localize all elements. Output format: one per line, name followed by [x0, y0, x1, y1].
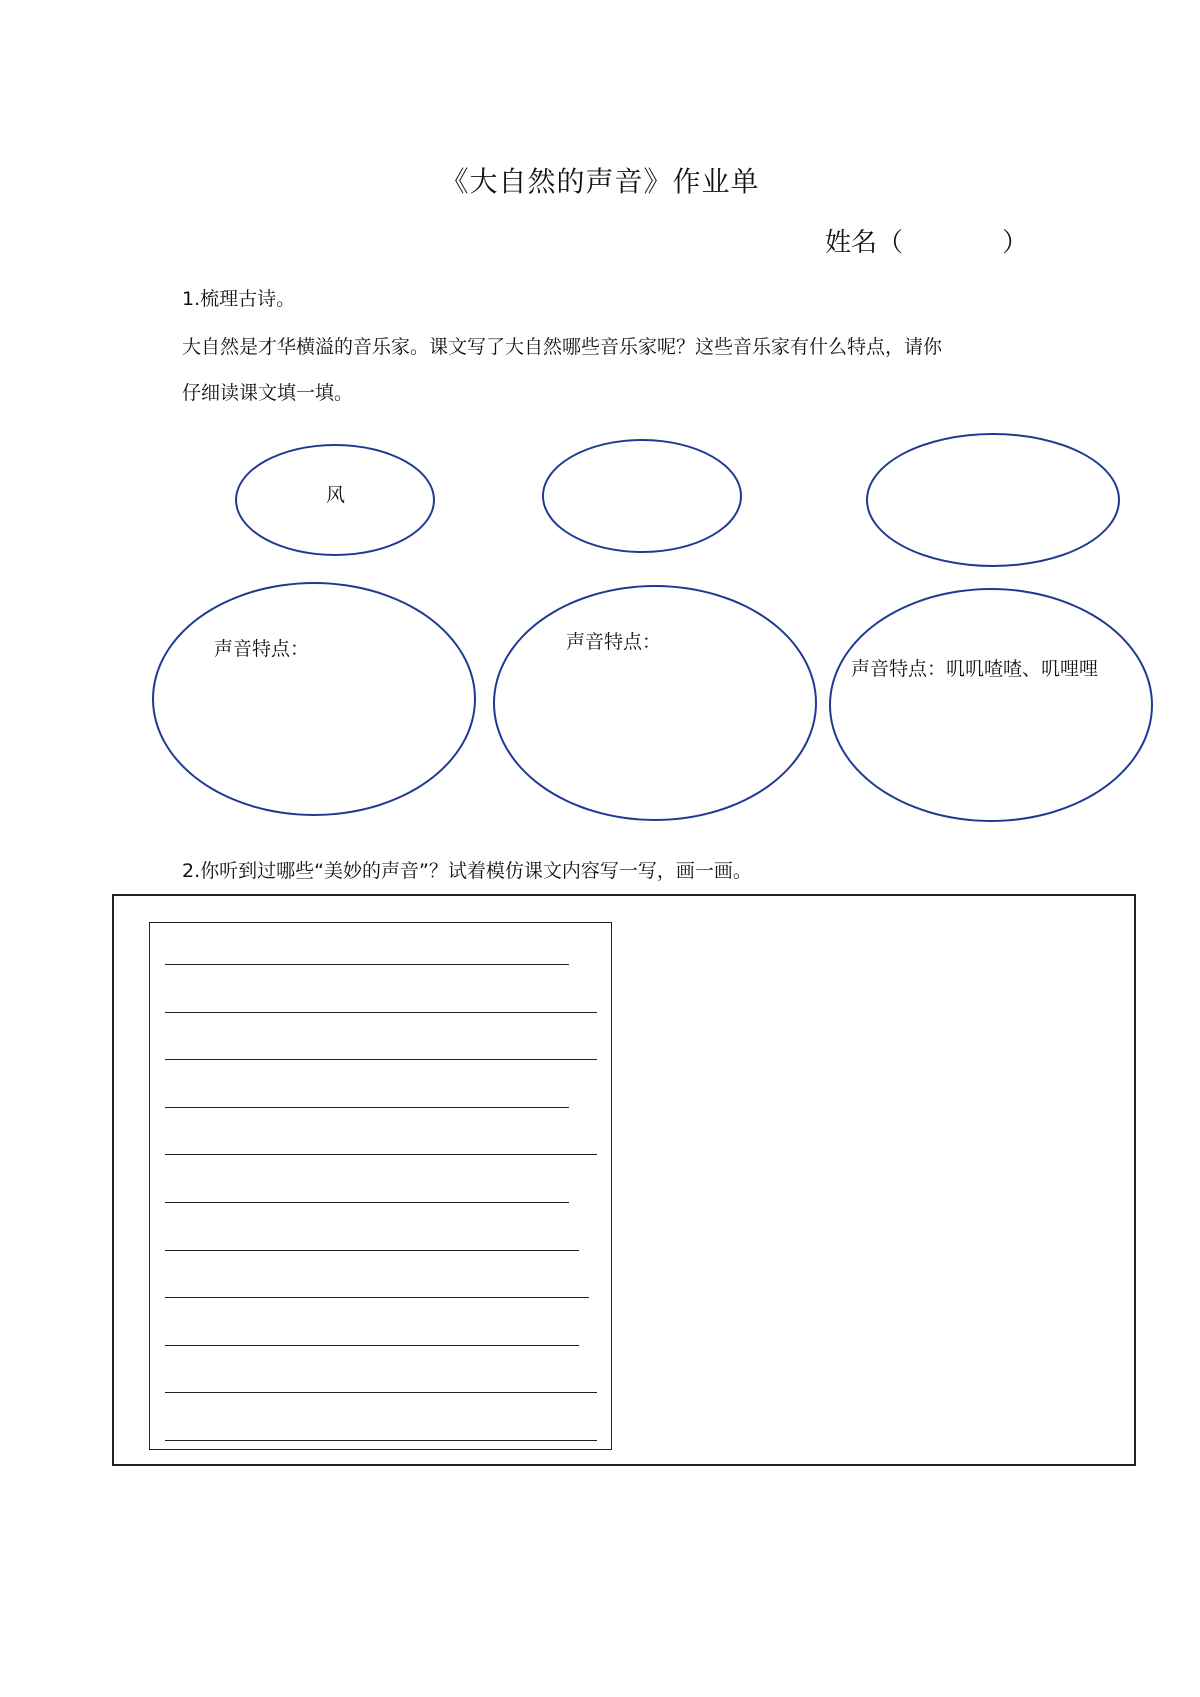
writing-line[interactable] [165, 1392, 597, 1393]
sound-feature-oval-3[interactable] [829, 588, 1153, 822]
writing-line[interactable] [165, 1059, 597, 1060]
writing-line[interactable] [165, 1250, 579, 1251]
section1-heading: 1.梳理古诗。 [182, 288, 296, 310]
sound-feature-text-1: 声音特点： [214, 638, 310, 660]
sound-feature-text-2: 声音特点： [566, 631, 662, 653]
writing-line[interactable] [165, 1345, 579, 1346]
writing-area[interactable] [149, 922, 612, 1450]
sound-feature-oval-1[interactable] [152, 582, 476, 816]
writing-line[interactable] [165, 1154, 597, 1155]
writing-line[interactable] [165, 1440, 597, 1441]
page-title: 《大自然的声音》作业单 [440, 165, 760, 198]
name-field[interactable]: 姓名（ ） [825, 228, 1029, 258]
writing-line[interactable] [165, 1012, 597, 1013]
writing-line[interactable] [165, 1107, 569, 1108]
sound-feature-oval-2[interactable] [493, 585, 817, 821]
musician-oval-3[interactable] [866, 433, 1120, 567]
section2-heading: 2.你听到过哪些“美妙的声音”？试着模仿课文内容写一写，画一画。 [182, 860, 752, 882]
writing-line[interactable] [165, 964, 569, 965]
musician-label-1: 风 [326, 484, 346, 506]
writing-line[interactable] [165, 1297, 589, 1298]
section1-instruction-line2: 仔细读课文填一填。 [182, 382, 354, 404]
section1-instruction-line1: 大自然是才华横溢的音乐家。课文写了大自然哪些音乐家呢？这些音乐家有什么特点，请你 [182, 336, 943, 358]
sound-feature-text-3: 声音特点：叽叽喳喳、叽哩哩 [851, 658, 1099, 680]
musician-oval-2[interactable] [542, 439, 742, 553]
writing-line[interactable] [165, 1202, 569, 1203]
